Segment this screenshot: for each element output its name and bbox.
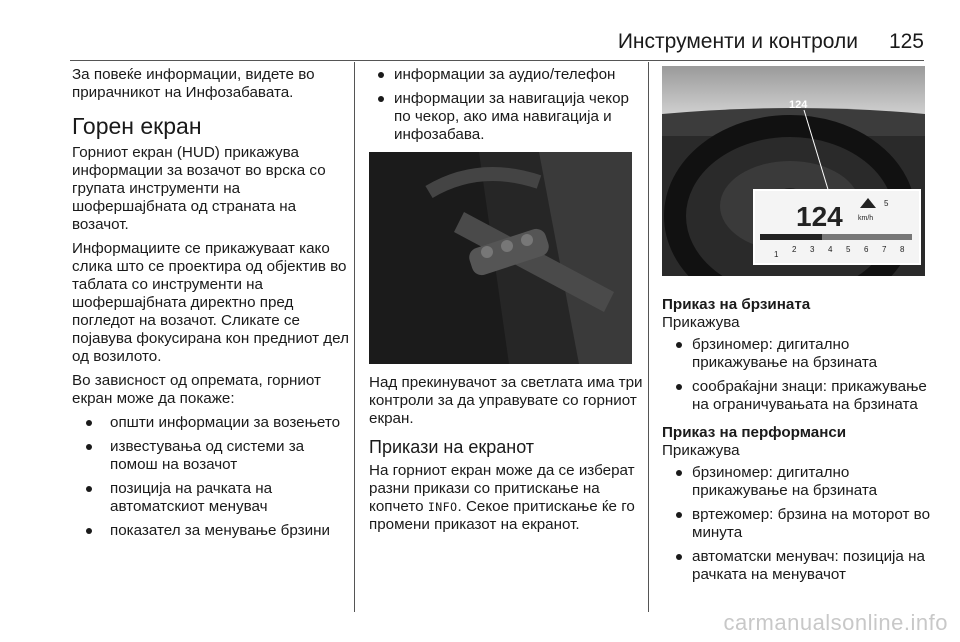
svg-text:8: 8 <box>900 245 905 254</box>
svg-text:5: 5 <box>846 245 851 254</box>
paragraph: Во зависност од опремата, горниот екран може да покаже: <box>72 372 321 407</box>
svg-text:6: 6 <box>864 245 869 254</box>
list-item: показател за менување брзини <box>72 522 352 540</box>
svg-text:1: 1 <box>774 250 779 259</box>
bullet-list <box>72 414 352 540</box>
paragraph: Прикажува <box>662 314 740 331</box>
svg-text:4: 4 <box>828 245 833 254</box>
bullet-list <box>662 336 932 414</box>
stalk-illustration <box>369 152 632 364</box>
column-middle-lower <box>369 374 644 540</box>
list-item: информации за аудио/телефон <box>364 66 644 84</box>
list-item: сообраќајни знаци: прикажување на ограничувањата на брзината <box>662 378 932 414</box>
column-middle <box>364 66 644 150</box>
hud-gear: 5 <box>884 199 889 208</box>
hud-photo <box>662 66 925 276</box>
header-rule <box>70 60 924 61</box>
svg-text:2: 2 <box>792 245 797 254</box>
svg-text:7: 7 <box>882 245 887 254</box>
header-title: Инструменти и контроли <box>617 30 858 53</box>
list-item: брзиномер: дигитално прикажување на брзината <box>662 464 932 500</box>
watermark: carmanualsonline.info <box>723 610 948 635</box>
column-right <box>662 296 932 590</box>
section-heading: Прикази на екранот <box>369 437 535 457</box>
subsection-heading: Приказ на брзината <box>662 296 811 313</box>
hud-speed: 124 <box>796 201 843 232</box>
hud-speed-small: 124 <box>789 99 808 111</box>
list-item: информации за навигација чекор по чекор, ако има навигација и инфозабава. <box>364 90 644 144</box>
list-item: известувања од системи за помош на возачот <box>72 438 352 474</box>
paragraph: На горниот екран може да се изберат разни прикази со притискање на копчето INFO. Секое притискање ќе го промени приказот на екранот. <box>369 462 635 533</box>
paragraph: Прикажува <box>662 442 740 459</box>
image-caption: Над прекинувачот за светлата има три контроли за да управувате со горниот екран. <box>369 374 643 427</box>
bullet-list <box>364 66 644 144</box>
list-item: позиција на рачката на автоматскиот менувач <box>72 480 352 516</box>
section-heading: Горен екран <box>72 113 202 139</box>
stalk-controls-photo <box>369 152 632 364</box>
column-left <box>72 66 352 546</box>
bullet-list <box>662 464 932 584</box>
hud-illustration <box>662 66 925 276</box>
page-number: 125 <box>888 30 924 53</box>
column-divider <box>354 62 355 612</box>
list-item: општи информации за возењето <box>72 414 352 432</box>
svg-text:3: 3 <box>810 245 815 254</box>
subsection-heading: Приказ на перформанси <box>662 424 847 441</box>
hud-unit: km/h <box>858 215 874 222</box>
list-item: брзиномер: дигитално прикажување на брзината <box>662 336 932 372</box>
intro-text: За повеќе информации, видете во прирачникот на Инфозабавата. <box>72 66 315 101</box>
info-button-label: INFO <box>427 500 458 514</box>
list-item: вртежомер: брзина на моторот во минута <box>662 506 932 542</box>
paragraph: Информациите се прикажуваат како слика што се проектира од објектив во таблата со инструменти на шофершајбната директно пред погледот на возачот. Сликате се појавува фокусирана кон предниот дел од возилото. <box>72 240 349 365</box>
column-divider <box>648 62 649 612</box>
page-header <box>70 26 924 56</box>
paragraph: Горниот екран (HUD) прикажува информации за возачот во врска со групата инструменти на шофершајбната од страната на возачот. <box>72 144 326 233</box>
list-item: автоматски менувач: позиција на рачката на менувачот <box>662 548 932 584</box>
